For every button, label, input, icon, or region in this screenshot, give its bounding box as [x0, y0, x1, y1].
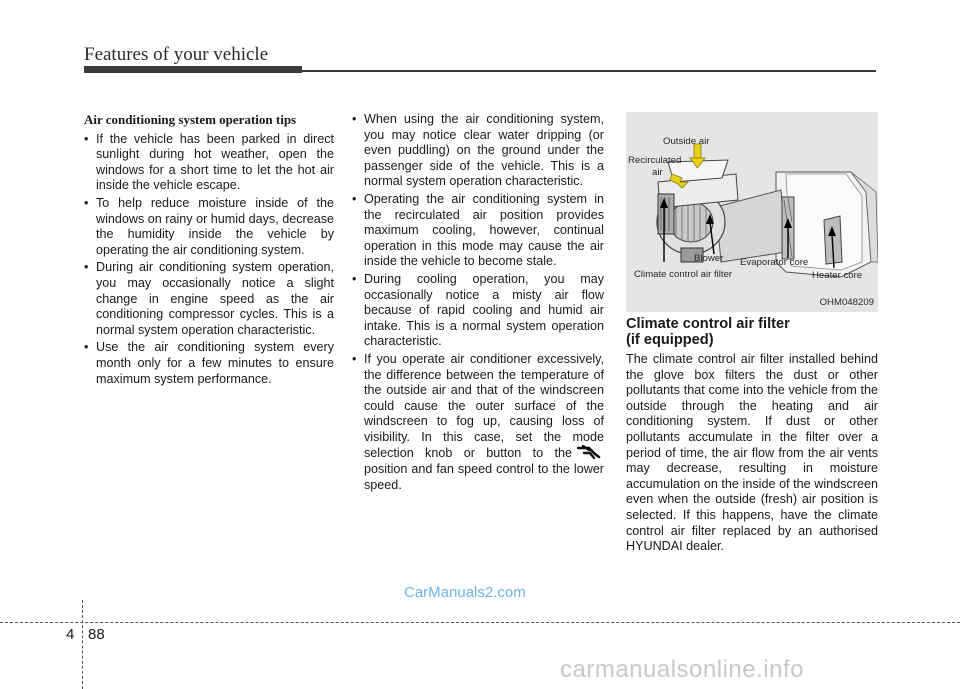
- hvac-diagram: [626, 112, 878, 312]
- ac-notes-list: [352, 112, 604, 493]
- watermark-link[interactable]: CarManuals2.com: [404, 584, 526, 601]
- column-1: [84, 112, 334, 389]
- list-item: • Use the air conditioning system every month only for a few minutes to ensure maximum system performance.: [84, 340, 334, 387]
- footer-rule: [0, 622, 960, 623]
- header-rule-thick: [84, 66, 302, 73]
- list-item: • During cooling operation, you may occasionally notice a misty air flow because of rapid cooling and humid air intake. This is a normal system operation characteristic.: [352, 272, 604, 350]
- list-item: • Operating the air conditioning system in the recirculated air position provides maximum cooling, however, continual operation in this mode may cause the air inside the vehicle to become stale.: [352, 192, 604, 270]
- label-recirculated-air-2: air: [652, 167, 663, 178]
- page-section-number: 4: [66, 626, 75, 643]
- page-header-title: Features of your vehicle: [84, 44, 269, 65]
- label-blower: Blower: [694, 253, 724, 264]
- list-item: • If the vehicle has been parked in direct sunlight during hot weather, open the windows for a short time to let the hot air inside the vehicle escape.: [84, 132, 334, 194]
- list-item: [352, 352, 604, 493]
- label-evaporator-core: Evaporator core: [740, 257, 809, 268]
- list-item: • To help reduce moisture inside of the windows on rainy or humid days, decrease the humidity inside the vehicle by operating the air conditioning system.: [84, 196, 334, 258]
- label-heater-core: Heater core: [812, 270, 863, 281]
- column-2: [352, 112, 604, 495]
- label-outside-air: Outside air: [663, 136, 710, 147]
- heading-line-1: Climate control air filter: [626, 316, 790, 332]
- label-climate-control-air-filter: Climate control air filter: [634, 269, 733, 280]
- header-rule-thin: [300, 70, 876, 72]
- figure-code: OHM048209: [819, 297, 874, 308]
- list-item-text: position and fan speed control to the lower speed.: [364, 462, 604, 492]
- air-filter-paragraph: The climate control air filter installed behind the glove box filters the dust or other pollutants that come into the vehicle from the outside through the heating and air conditioning system. If dust or other pollutants accumulate in the filter over a period of time, the air flow from the air vents may decrease, resulting in moisture accumulation on the inside of the windscreen even when the outside (fresh) air position is selected. If this happens, have the climate control air filter replaced by an authorised HYUNDAI dealer.: [626, 352, 878, 554]
- list-item-text: If you operate air conditioner excessively, the difference between the temperature of the outside air and that of the windscreen could cause the outer surface of the windscreen to fog up, causing loss of visibility. In this case, set the mode selection knob or button to the: [364, 351, 604, 461]
- ac-tips-list: [84, 132, 334, 388]
- footer-vertical-rule: [82, 600, 83, 689]
- heading-line-2: (if equipped): [626, 332, 714, 348]
- section-heading-ac-tips: Air conditioning system operation tips: [84, 112, 297, 127]
- site-watermark: carmanualsonline.info: [560, 656, 804, 683]
- floor-defrost-mode-icon: [575, 445, 601, 459]
- label-recirculated-air: Recirculated: [628, 155, 682, 166]
- list-item: • When using the air conditioning system, you may notice clear water dripping (or even puddling) on the ground under the passenger side of the vehicle. This is a normal system operation characteristic.: [352, 112, 604, 190]
- page-number: 88: [88, 626, 105, 643]
- section-heading-air-filter: [626, 316, 878, 348]
- list-item: • During air conditioning system operation, you may occasionally notice a slight change in engine speed as the air conditioning compressor cycles. This is a normal system operation characteristic.: [84, 260, 334, 338]
